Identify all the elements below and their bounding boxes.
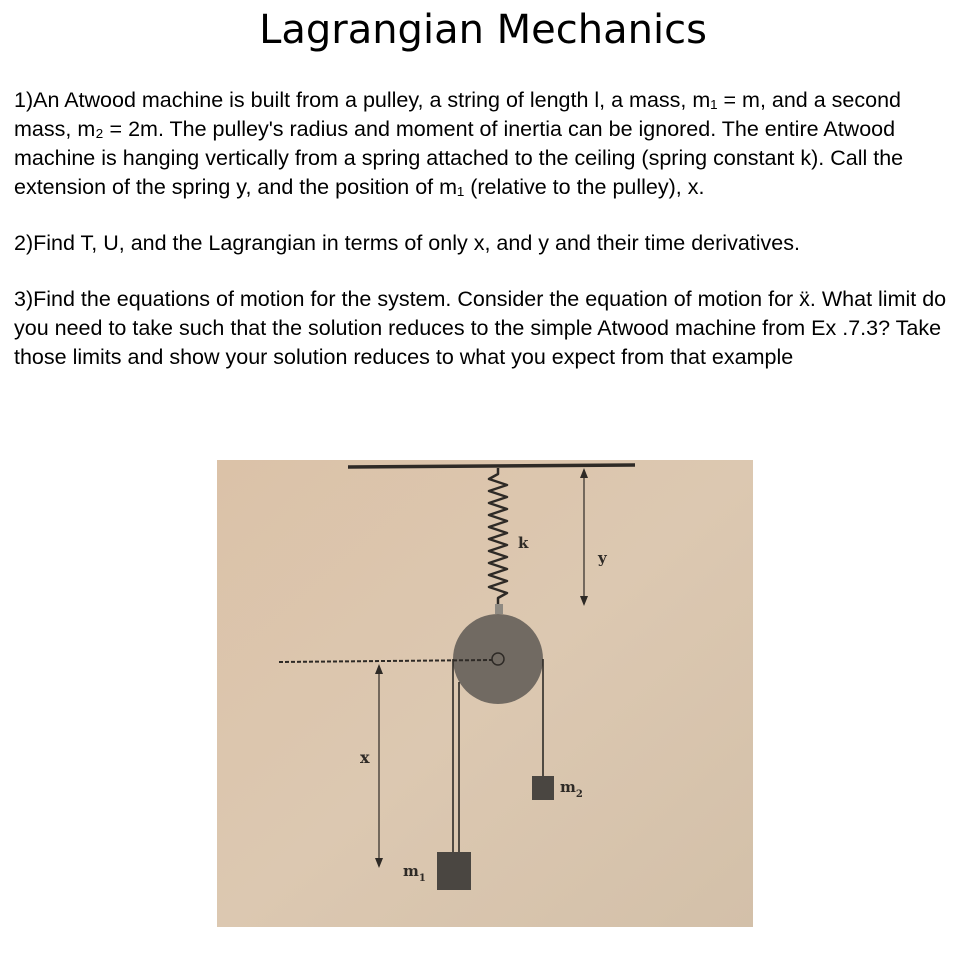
atwood-machine-figure [217, 460, 753, 927]
problem-3: 3)Find the equations of motion for the system. Consider the equation of motion for ẍ. What limit do you need to take such that the solution reduces to the simple Atwood machine from Ex .7.3? Take those limits and show your solution reduces to what you expect from that example [14, 287, 947, 369]
spring-extension-label: y [598, 549, 607, 567]
problem-1: 1)An Atwood machine is built from a pulley, a string of length l, a mass, m₁ = m, and a second mass, m₂ = 2m. The pulley's radius and moment of inertia can be ignored. The entire Atwood machine is hanging vertically from a spring attached to the ceiling (spring constant k). Call the extension of the spring y, and the position of m₁ (relative to the pulley), x. [14, 88, 904, 199]
page-title: Lagrangian Mechanics [259, 7, 707, 53]
mass-2-block [532, 776, 554, 800]
spring-hook [495, 604, 503, 614]
atwood-machine-diagram [217, 460, 753, 927]
mass-2-label: $m_2$ [560, 778, 583, 800]
spring-constant-label: k [518, 534, 529, 552]
mass1-position-label: x [360, 748, 370, 767]
mass-1-label: $m_1$ [403, 862, 426, 884]
pulley [453, 614, 543, 704]
problem-2: 2)Find T, U, and the Lagrangian in terms of only x, and y and their time derivatives. [14, 231, 800, 255]
ceiling [348, 465, 635, 467]
problem-list [14, 86, 954, 399]
mass-1-block [437, 852, 471, 890]
